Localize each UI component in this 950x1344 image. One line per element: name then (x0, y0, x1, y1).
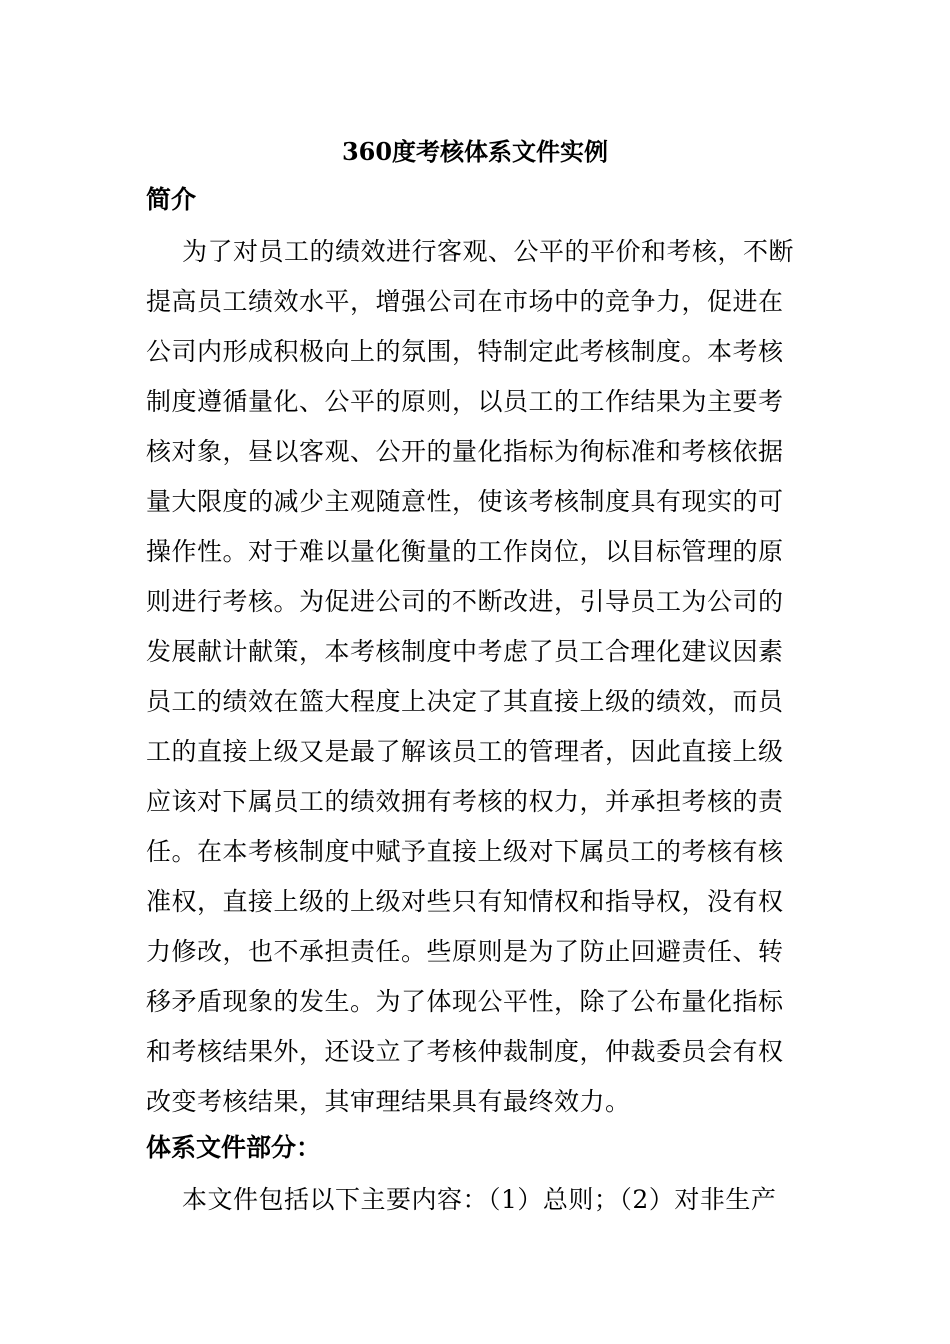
paragraph-line: 制度遵循量化、公平的原则，以员工的工作结果为主要考 (146, 387, 784, 416)
paragraph-line: 则进行考核。为促进公司的不断改进，引导员工为公司的 (146, 587, 784, 616)
document-title: 360度考核体系文件实例 (341, 137, 609, 166)
paragraph-line: 应该对下属员工的绩效拥有考核的权力，并承担考核的责 (146, 787, 784, 816)
paragraph-line: 员工的绩效在篮大程度上决定了其直接上级的绩效，而员 (146, 687, 784, 716)
paragraph-line: 提高员工绩效水平，增强公司在市场中的竞争力，促进在 (146, 287, 784, 316)
paragraph-line: 改变考核结果，其审理结果具有最终效力。 (146, 1087, 631, 1116)
paragraph-line: 操作性。对于难以量化衡量的工作岗位，以目标管理的原 (146, 537, 784, 566)
paragraph-line: 量大限度的减少主观随意性，使该考核制度具有现实的可 (146, 487, 784, 516)
paragraph-line: 本文件包括以下主要内容：（1）总则；（2）对非生产 (182, 1185, 777, 1214)
paragraph-line: 为了对员工的绩效进行客观、公平的平价和考核，不断 (182, 237, 795, 266)
paragraph-line: 和考核结果外，还设立了考核仲裁制度，仲裁委员会有权 (146, 1037, 784, 1066)
paragraph-line: 工的直接上级又是最了解该员工的管理者，因此直接上级 (146, 737, 784, 766)
paragraph-line: 发展献计献策，本考核制度中考虑了员工合理化建议因素 (146, 637, 784, 666)
paragraph-line: 移矛盾现象的发生。为了体现公平性，除了公布量化指标 (146, 987, 784, 1016)
paragraph-line: 任。在本考核制度中赋予直接上级对下属员工的考核有核 (146, 837, 784, 866)
section-heading-intro: 简介 (146, 185, 197, 214)
paragraph-line: 准权，直接上级的上级对些只有知情权和指导权，没有权 (146, 887, 784, 916)
paragraph-line: 公司内形成积极向上的氛围，特制定此考核制度。本考核 (146, 337, 784, 366)
paragraph-line: 核对象，昼以客观、公开的量化指标为徇标准和考核依据 (146, 437, 784, 466)
paragraph-line: 力修改，也不承担责任。些原则是为了防止回避责任、转 (146, 937, 784, 966)
section-heading-system-documents: 体系文件部分： (146, 1133, 322, 1162)
